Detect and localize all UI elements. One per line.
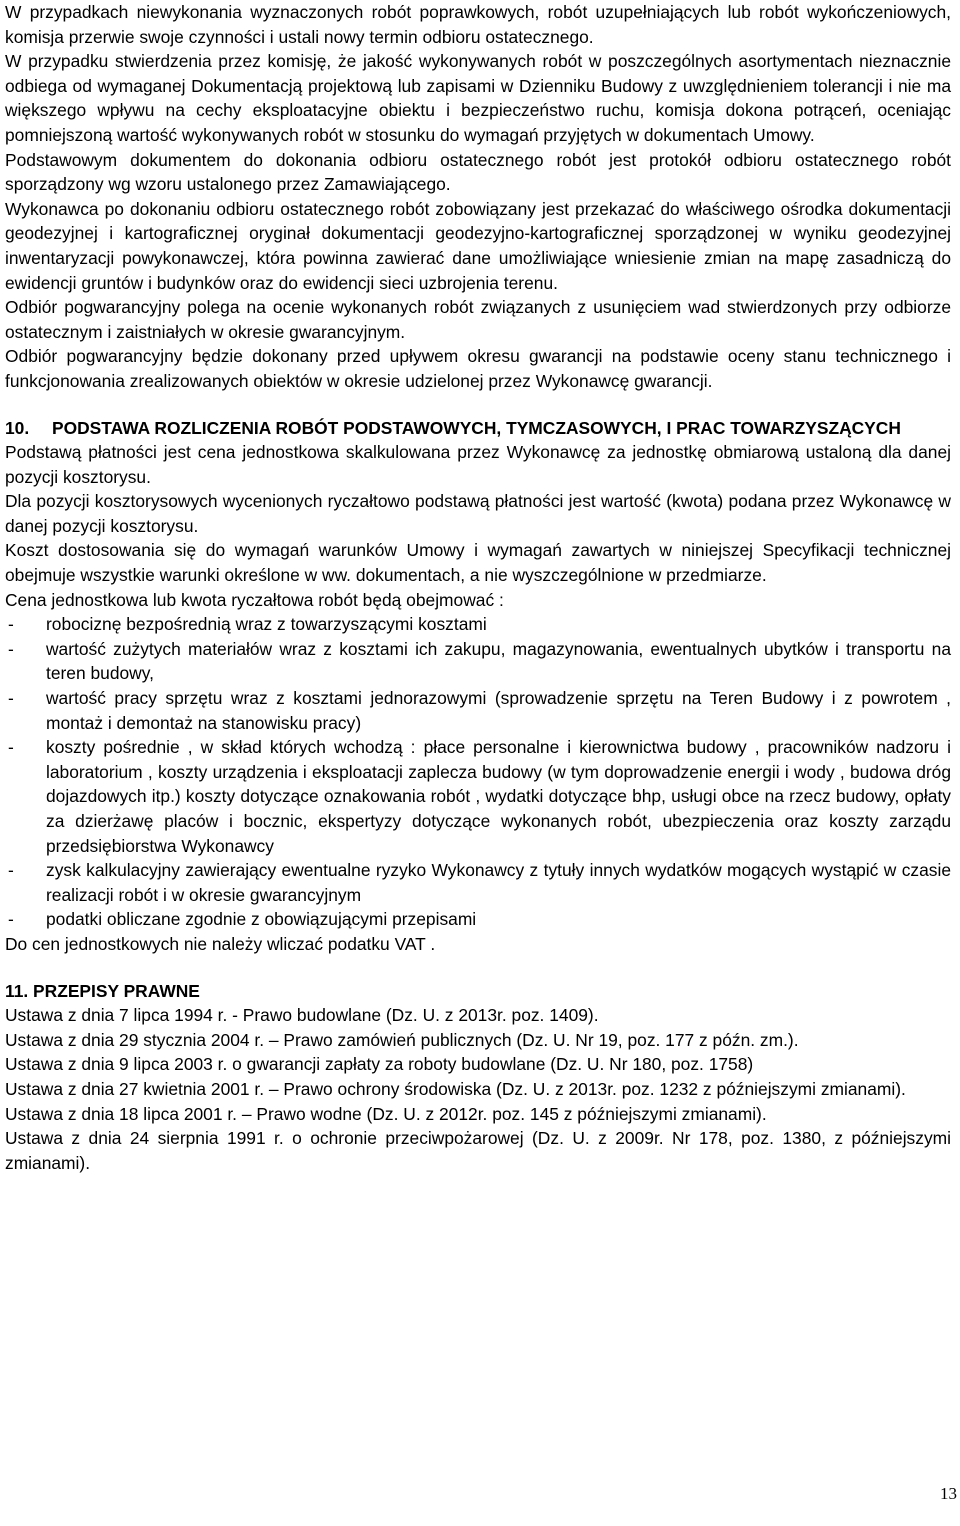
spacer (5, 957, 951, 979)
paragraph: W przypadku stwierdzenia przez komisję, że jakość wykonywanych robót w poszczególnych asortymentach nieznacznie odbiega od wymaganej Dokumentacją projektową lub zapisami w Dzienniku Budowy z uwzględnieniem tolerancji i nie ma większego wpływu na cechy eksploatacyjne obiektu i bezpieczeństwo ruchu, komisja dokona potrąceń, oceniając pomniejszoną wartość wykonywanych robót w stosunku do wymagań przyjętych w dokumentach Umowy. (5, 51, 951, 145)
page-number: 13 (940, 1484, 957, 1503)
list-item: - wartość zużytych materiałów wraz z kosztami ich zakupu, magazynowania, ewentualnych ubytków i transportu na teren budowy, (5, 637, 951, 686)
dash-marker: - (8, 909, 14, 930)
section-title: PODSTAWA ROZLICZENIA ROBÓT PODSTAWOWYCH, TYMCZASOWYCH, I PRAC TOWARZYSZĄCYCH (52, 417, 901, 438)
section-10-heading (5, 416, 951, 441)
law-item: Ustawa z dnia 29 stycznia 2004 r. – Prawo zamówień publicznych (Dz. U. Nr 19, poz. 177 z późn. zm.). (5, 1029, 799, 1050)
section-title: 11. PRZEPISY PRAWNE (5, 980, 200, 1001)
paragraph: Odbiór pogwarancyjny będzie dokonany przed upływem okresu gwarancji na podstawie oceny stanu technicznego i funkcjonowania zrealizowanych obiektów w okresie udzielonej przez Wykonawcę gwarancji. (5, 346, 951, 391)
list-item: - robociznę bezpośrednią wraz z towarzyszącymi kosztami (5, 612, 951, 637)
document-page (5, 0, 951, 1175)
spacer (5, 394, 951, 416)
list-item: - zysk kalkulacyjny zawierający ewentualne ryzyko Wykonawcy z tytuły innych wydatków mogących wystąpić w czasie realizacji robót i w okresie gwarancyjnym (5, 858, 951, 907)
dash-marker: - (8, 688, 14, 709)
intro-paragraphs (5, 0, 951, 394)
paragraph: Do cen jednostkowych nie należy wliczać podatku VAT . (5, 933, 436, 954)
paragraph: Podstawowym dokumentem do dokonania odbioru ostatecznego robót jest protokół odbioru ostatecznego robót sporządzony wg wzoru ustalonego przez Zamawiającego. (5, 149, 951, 195)
law-item: Ustawa z dnia 18 lipca 2001 r. – Prawo wodne (Dz. U. z 2012r. poz. 145 z późniejszymi zmianami). (5, 1103, 767, 1124)
list-item: - wartość pracy sprzętu wraz z kosztami jednorazowymi (sprowadzenie sprzętu na Teren Budowy i z powrotem , montaż i demontaż na stanowisku pracy) (5, 686, 951, 735)
section-number: 10. (5, 417, 30, 438)
law-item: Ustawa z dnia 24 sierpnia 1991 r. o ochronie przeciwpożarowej (Dz. U. z 2009r. Nr 178, poz. 1380, z późniejszymi zmianami). (5, 1128, 951, 1173)
paragraph: Cena jednostkowa lub kwota ryczałtowa robót będą obejmować : (5, 589, 504, 610)
paragraph: Koszt dostosowania się do wymagań warunków Umowy i wymagań zawartych w niniejszej Specyfikacji technicznej obejmuje wszystkie warunki określone w ww. dokumentach, a nie wyszczególnione w przedmiarze. (5, 540, 951, 586)
law-item: Ustawa z dnia 27 kwietnia 2001 r. – Prawo ochrony środowiska (Dz. U. z 2013r. poz. 1232 z późniejszymi zmianami). (5, 1078, 906, 1099)
paragraph: Dla pozycji kosztorysowych wycenionych ryczałtowo podstawą płatności jest wartość (kwota) podana przez Wykonawcę w danej pozycji kosztorysu. (5, 491, 951, 536)
section-11-heading (5, 979, 951, 1004)
laws-list (5, 1003, 951, 1175)
paragraph: Wykonawca po dokonaniu odbioru ostatecznego robót zobowiązany jest przekazać do właściwego ośrodka dokumentacji geodezyjnej i kartograficznej oryginał dokumentacji geodezyjno-kartograficznej sporządzonej w wyniku geodezyjnej inwentaryzacji powykonawczej, która powinna zawierać dane umożliwiające wniesienie zmian na mapę zasadniczą do ewidencji gruntów i budynków oraz do ewidencji sieci uzbrojenia terenu. (5, 198, 951, 293)
list-item: - koszty pośrednie , w skład których wchodzą : płace personalne i kierownictwa budowy , pracowników nadzoru i laboratorium , koszty urządzenia i eksploatacji zaplecza budowy (w tym doprowadzenie energii i wody , budowa dróg dojazdowych itp.) koszty dotyczące oznakowania robót , wydatki dotyczące bhp, usługi obce na rzecz budowy, opłaty za dzierżawę placów i bocznic, ekspertyzy dotyczące wykonanych robót, ubezpieczenia oraz koszty zarządu przedsiębiorstwa Wykonawcy (5, 735, 951, 858)
law-item: Ustawa z dnia 7 lipca 1994 r. - Prawo budowlane (Dz. U. z 2013r. poz. 1409). (5, 1005, 599, 1026)
dash-marker: - (8, 614, 14, 635)
cost-items-list (5, 612, 951, 932)
dash-marker: - (8, 737, 14, 758)
list-item: - podatki obliczane zgodnie z obowiązującymi przepisami (5, 907, 951, 932)
paragraph: Odbiór pogwarancyjny polega na ocenie wykonanych robót związanych z usunięciem wad stwierdzonych przy odbiorze ostatecznym i zaistniałych w okresie gwarancyjnym. (5, 297, 951, 342)
dash-marker: - (8, 860, 14, 881)
law-item: Ustawa z dnia 9 lipca 2003 r. o gwarancji zapłaty za roboty budowlane (Dz. U. Nr 180, poz. 1758) (5, 1054, 754, 1075)
dash-marker: - (8, 638, 14, 659)
paragraph: W przypadkach niewykonania wyznaczonych robót poprawkowych, robót uzupełniających lub robót wykończeniowych, komisja przerwie swoje czynności i ustali nowy termin odbioru ostatecznego. (5, 2, 951, 47)
paragraph: Podstawą płatności jest cena jednostkowa skalkulowana przez Wykonawcę za jednostkę obmiarową ustaloną dla danej pozycji kosztorysu. (5, 442, 951, 487)
